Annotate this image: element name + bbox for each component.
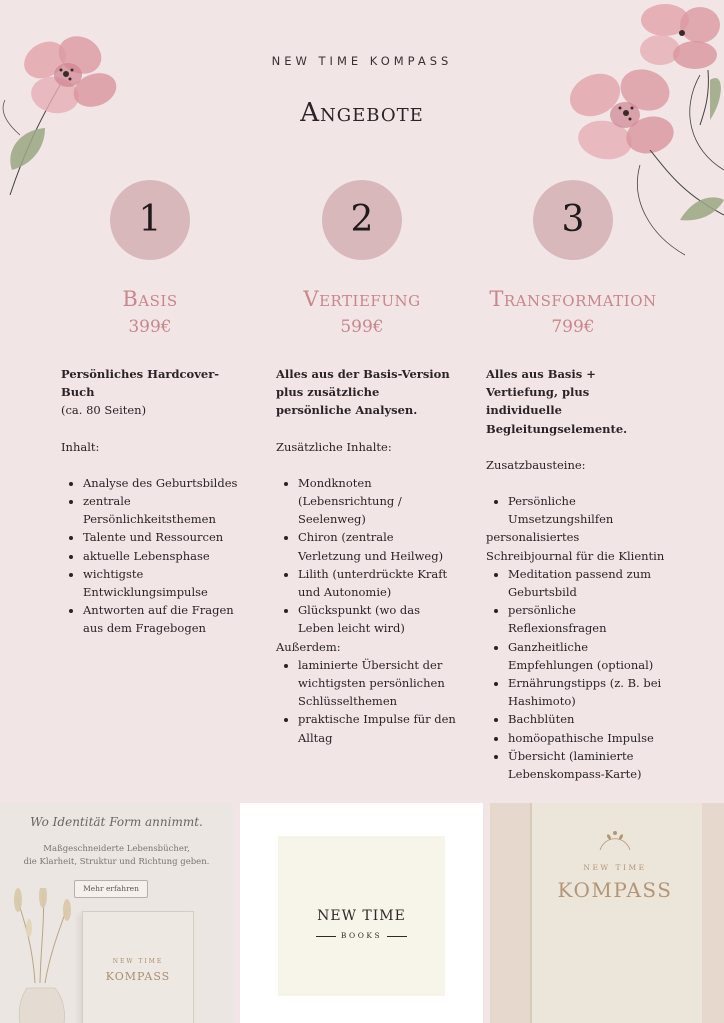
- list-item-continuation: personalisiertes Schreibjournal für die Klientin: [486, 530, 665, 563]
- dried-flower-vase-illustration: [5, 888, 85, 1023]
- book-cover-image: [490, 803, 724, 1023]
- list-item: • Antworten auf die Fragen aus dem Fragebogen: [83, 601, 246, 637]
- offer-intro-note: (ca. 80 Seiten): [61, 403, 147, 418]
- list-item: • Bachblüten: [508, 710, 666, 728]
- promo-subtitle-line: Maßgeschneiderte Lebensbücher,: [43, 844, 190, 854]
- content-list: [61, 474, 246, 638]
- offer-intro: Persönliches Hardcover-Buch: [61, 367, 220, 400]
- section-label: Zusatzbausteine:: [486, 457, 586, 472]
- list-item: • Talente und Ressourcen: [83, 528, 246, 546]
- list-item: • praktische Impulse für den Alltag: [298, 710, 456, 746]
- cover-title-line: KOMPASS: [557, 878, 673, 902]
- offer-intro: Alles aus Basis + Vertiefung, plus individuelle Begleitungselemente.: [486, 367, 628, 436]
- brand-name: NEW TIME KOMPASS: [271, 54, 453, 68]
- offer-number-1: 1: [110, 180, 190, 260]
- offer-heading-basis: [40, 286, 260, 342]
- section-label: Zusätzliche Inhalte:: [276, 439, 392, 454]
- logo-title: NEW TIME: [317, 908, 406, 924]
- offer-number-2: 2: [322, 180, 402, 260]
- promo-subtitle: [0, 843, 233, 869]
- more-info-button[interactable]: Mehr erfahren: [74, 880, 148, 898]
- logo-card: [278, 836, 445, 996]
- section-label: Inhalt:: [61, 439, 100, 454]
- list-item: • Chiron (zentrale Verletzung und Heilweg): [298, 528, 456, 564]
- list-item: • homöopathische Impulse: [508, 729, 666, 747]
- content-list: [276, 474, 456, 638]
- offer-price: 399€: [128, 317, 172, 337]
- list-item: • Glückspunkt (wo das Leben leicht wird): [298, 601, 456, 637]
- offer-number-3: 3: [533, 180, 613, 260]
- book-title-line: KOMPASS: [105, 970, 171, 983]
- list-item: • Ganzheitliche Empfehlungen (optional): [508, 638, 666, 674]
- list-item: • wichtigste Entwicklungsimpulse: [83, 565, 246, 601]
- logo-image: [240, 803, 483, 1023]
- content-list: [486, 565, 666, 783]
- section-label: Außerdem:: [276, 639, 341, 654]
- offer-heading-vertiefung: [252, 286, 472, 342]
- offer-heading-transformation: [463, 286, 683, 342]
- book-mockup: [82, 911, 194, 1023]
- offer-name: Vertiefung: [303, 287, 421, 311]
- offer-name: Basis: [122, 287, 178, 311]
- list-item: • Meditation passend zum Geburtsbild: [508, 565, 666, 601]
- offer-price: 599€: [340, 317, 384, 337]
- list-item: • Mondknoten (Lebensrichtung / Seelenweg): [298, 474, 456, 529]
- list-item: • Persönliche Umsetzungshilfen: [508, 492, 666, 528]
- offer-name: Transformation: [489, 287, 657, 311]
- offer-intro: Alles aus der Basis-Version plus zusätzliche persönliche Analysen.: [276, 367, 450, 418]
- cover-title-line: NEW TIME: [583, 863, 647, 872]
- content-list: [486, 492, 666, 528]
- book-title-line: NEW TIME: [112, 958, 164, 965]
- list-item: • aktuelle Lebensphase: [83, 547, 246, 565]
- offer-details-basis: [61, 365, 246, 638]
- promo-subtitle-line: die Klarheit, Struktur und Richtung geben.: [23, 857, 210, 867]
- laurel-ornament-icon: [595, 825, 635, 855]
- promo-image: [0, 803, 233, 1023]
- offer-details-transformation: [486, 365, 666, 783]
- extra-list: [276, 656, 456, 747]
- page-title: Angebote: [300, 98, 424, 128]
- offer-details-vertiefung: [276, 365, 456, 747]
- list-item: • Ernährungstipps (z. B. bei Hashimoto): [508, 674, 666, 710]
- offer-price: 799€: [551, 317, 595, 337]
- promo-tagline: Wo Identität Form annimmt.: [30, 815, 203, 829]
- list-item: • Analyse des Geburtsbildes: [83, 474, 246, 492]
- list-item: • zentrale Persönlichkeitsthemen: [83, 492, 246, 528]
- logo-subtitle: BOOKS: [278, 931, 445, 940]
- list-item: • Lilith (unterdrückte Kraft und Autonomie): [298, 565, 456, 601]
- list-item: • Übersicht (laminierte Lebenskompass-Karte): [508, 747, 666, 783]
- list-item: • persönliche Reflexionsfragen: [508, 601, 666, 637]
- list-item: • laminierte Übersicht der wichtigsten persönlichen Schlüsselthemen: [298, 656, 456, 711]
